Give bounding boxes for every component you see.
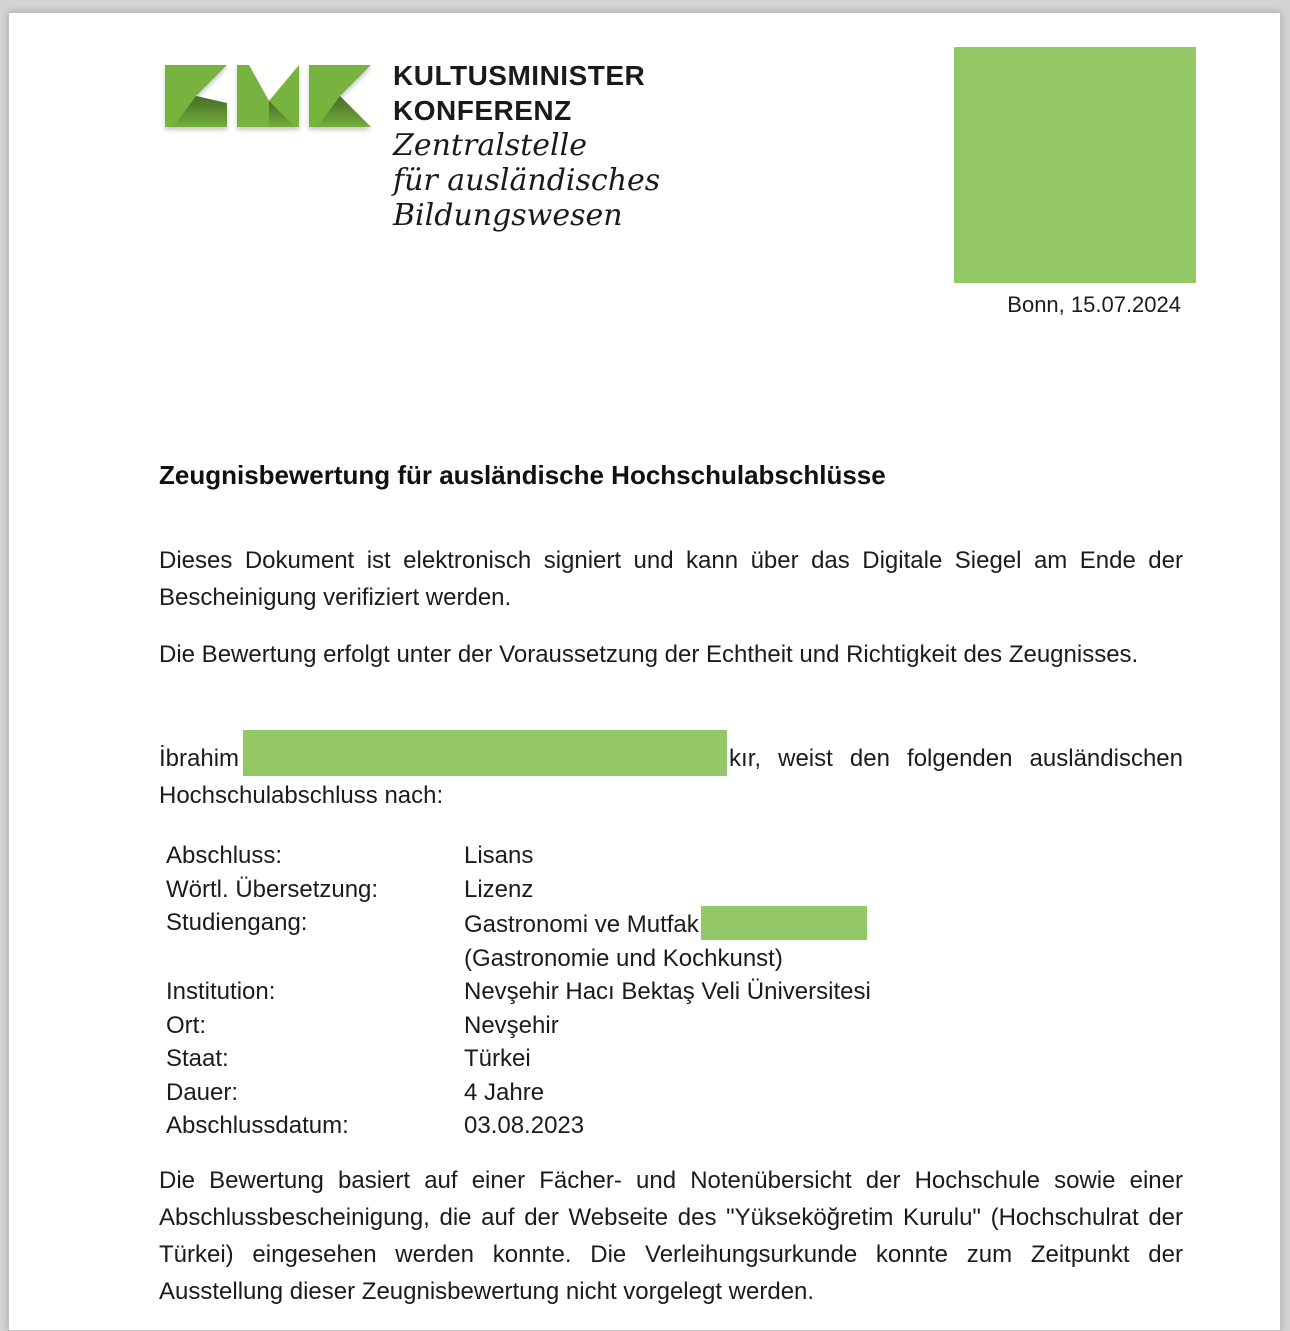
detail-label: Wörtl. Übersetzung: xyxy=(166,875,379,903)
kmk-logo xyxy=(165,65,371,133)
paragraph-evaluation-basis: Die Bewertung basiert auf einer Fächer- und Notenübersicht der Hochschule sowie einer Abschlussbescheinigung, die auf der Webseite des "Yükseköğretim Kurulu" (Hochschulrat der Türkei) eingesehen werden konnte. Die Verleihungsurkunde konnte zum Zeitpunkt der Ausstellung dieser Zeugnisbewertung nicht vorgelegt werden. xyxy=(159,1167,1183,1305)
document-title: Zeugnisbewertung für ausländische Hochschulabschlüsse xyxy=(159,460,886,490)
org-subtitle-line3: Bildungswesen xyxy=(393,198,623,233)
paragraph-signature-note: Dieses Dokument ist elektronisch signiert und kann über das Digitale Siegel am Ende der Bescheinigung verifiziert werden. xyxy=(159,547,1183,611)
detail-label: Staat: xyxy=(166,1045,229,1072)
detail-row-abschlussdatum xyxy=(166,1109,1183,1143)
detail-value: Türkei xyxy=(464,1045,531,1072)
org-name-line2: KONFERENZ xyxy=(393,95,572,126)
detail-row-studiengang-translation xyxy=(166,942,1183,976)
detail-value: (Gastronomie und Kochkunst) xyxy=(464,944,783,972)
detail-value: Lisans xyxy=(464,842,534,869)
course-name: Gastronomi ve Mutfak xyxy=(464,911,699,938)
person-name-prefix: İbrahim xyxy=(159,745,240,772)
detail-label: Ort: xyxy=(166,1011,206,1039)
detail-value: Lizenz xyxy=(464,875,534,903)
redaction-bar-name xyxy=(243,730,727,776)
detail-value: 03.08.2023 xyxy=(464,1112,585,1139)
detail-value: 4 Jahre xyxy=(464,1078,545,1106)
detail-label: Dauer: xyxy=(166,1078,239,1106)
redaction-bar-course xyxy=(701,906,867,940)
detail-row-studiengang xyxy=(166,906,1183,942)
paragraph-person xyxy=(159,730,1183,814)
detail-value xyxy=(464,906,1183,942)
document-page xyxy=(8,12,1281,1331)
person-sentence: kır, weist den folgenden ausländischen Hochschulabschluss nach: xyxy=(159,745,1183,809)
letterhead-wordmark xyxy=(393,58,660,233)
detail-row-abschluss xyxy=(166,839,1183,873)
detail-row-ort xyxy=(166,1009,1183,1043)
org-name-line1: KULTUSMINISTER xyxy=(393,60,646,91)
detail-label: Abschluss: xyxy=(166,842,283,869)
org-subtitle-line1: Zentralstelle xyxy=(393,128,587,163)
detail-row-institution xyxy=(166,975,1183,1009)
detail-row-dauer xyxy=(166,1076,1183,1110)
date-line: Bonn, 15.07.2024 xyxy=(1007,292,1181,317)
detail-label: Studiengang: xyxy=(166,909,308,936)
credential-details xyxy=(166,839,1183,1143)
detail-label: Abschlussdatum: xyxy=(166,1112,349,1139)
detail-row-uebersetzung xyxy=(166,873,1183,907)
detail-label: Institution: xyxy=(166,978,276,1005)
paragraph-authenticity-note: Die Bewertung erfolgt unter der Voraussetzung der Echtheit und Richtigkeit des Zeugnisses. xyxy=(159,641,1139,668)
detail-value: Nevşehir Hacı Bektaş Veli Üniversitesi xyxy=(464,978,871,1005)
detail-label-empty xyxy=(166,942,464,976)
detail-value: Nevşehir xyxy=(464,1011,559,1039)
redaction-block-address xyxy=(954,47,1196,283)
detail-row-staat xyxy=(166,1042,1183,1076)
kmk-logo-icon xyxy=(165,65,371,128)
org-subtitle-line2: für ausländisches xyxy=(393,163,661,198)
